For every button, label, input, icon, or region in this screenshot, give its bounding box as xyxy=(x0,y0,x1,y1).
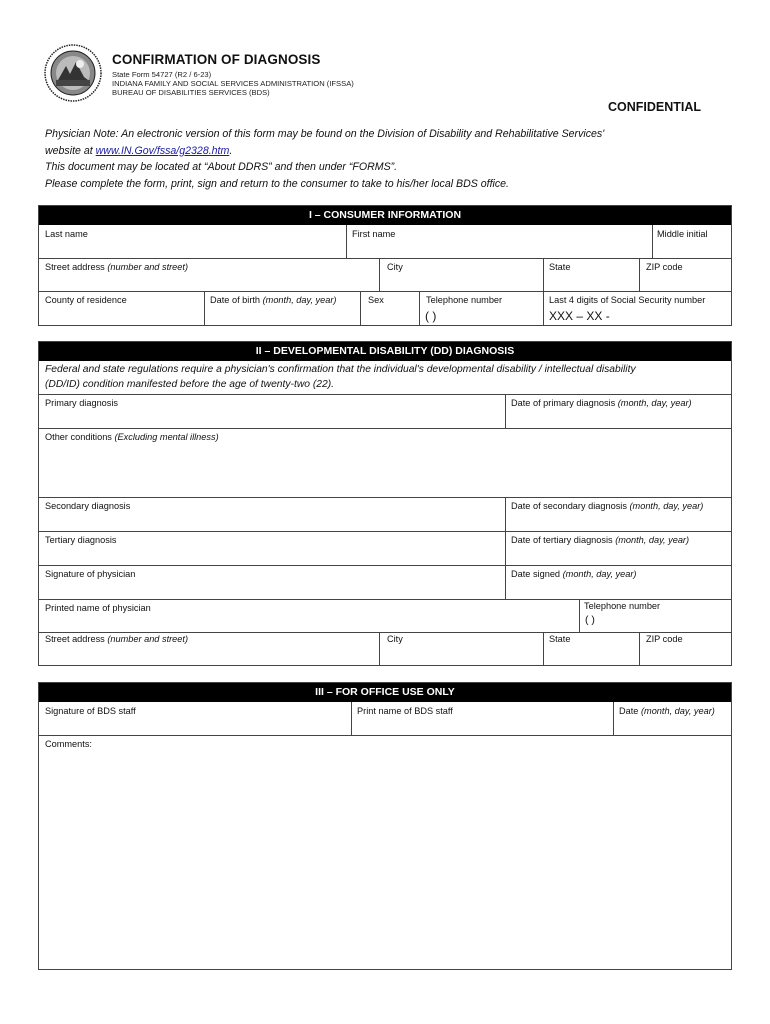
physician-note xyxy=(45,126,735,192)
primary-date-hint: (month, day, year) xyxy=(617,398,692,408)
bds-signature-label: Signature of BDS staff xyxy=(45,706,136,716)
middle-initial-field[interactable] xyxy=(652,225,732,258)
middle-initial-label: Middle initial xyxy=(657,229,708,239)
physician-zip-label: ZIP code xyxy=(646,634,683,644)
secondary-date-field[interactable] xyxy=(505,497,732,531)
note-line-2-suffix: . xyxy=(229,144,233,157)
bds-date-text: Date xyxy=(619,706,639,716)
physician-street-field[interactable] xyxy=(39,632,379,666)
primary-diagnosis-field[interactable] xyxy=(39,394,505,428)
dob-label-text: Date of birth xyxy=(210,295,261,305)
state-seal xyxy=(44,44,102,102)
tertiary-date-field[interactable] xyxy=(505,531,732,565)
printed-name-label: Printed name of physician xyxy=(45,603,151,613)
first-name-label: First name xyxy=(352,229,396,239)
city-field[interactable] xyxy=(379,258,543,291)
primary-date-text: Date of primary diagnosis xyxy=(511,398,616,408)
physician-state-label: State xyxy=(549,634,571,644)
regulation-line-2: (DD/ID) condition manifested before the age of twenty-two (22). xyxy=(45,378,335,390)
bds-name-label: Print name of BDS staff xyxy=(357,706,453,716)
physician-street-text: Street address xyxy=(45,634,105,644)
other-conditions-hint: (Excluding mental illness) xyxy=(114,432,219,442)
date-signed-hint: (month, day, year) xyxy=(562,569,637,579)
last-name-label: Last name xyxy=(45,229,88,239)
physician-city-field[interactable] xyxy=(379,632,543,666)
zip-code-field[interactable] xyxy=(639,258,732,291)
fssa-link[interactable]: www.IN.Gov/fssa/g2328.htm xyxy=(95,144,230,157)
tertiary-date-label xyxy=(511,535,689,545)
tertiary-diagnosis-field[interactable] xyxy=(39,531,505,565)
consumer-information-section xyxy=(38,205,732,326)
primary-date-field[interactable] xyxy=(505,394,732,428)
section-1-header: I – CONSUMER INFORMATION xyxy=(39,206,731,225)
confidential-label: CONFIDENTIAL xyxy=(608,100,702,114)
bds-date-label xyxy=(619,706,715,716)
physician-state-field[interactable] xyxy=(543,632,639,666)
physician-phone-parens: ( ) xyxy=(585,614,595,626)
tertiary-date-hint: (month, day, year) xyxy=(615,535,690,545)
zip-code-label: ZIP code xyxy=(646,262,683,272)
primary-diagnosis-label: Primary diagnosis xyxy=(45,398,119,408)
comments-label: Comments: xyxy=(45,739,92,749)
secondary-date-hint: (month, day, year) xyxy=(629,501,704,511)
physician-zip-field[interactable] xyxy=(639,632,732,666)
county-label: County of residence xyxy=(45,295,127,305)
comments-field[interactable] xyxy=(39,735,732,969)
secondary-date-label xyxy=(511,501,703,511)
section-2-header: II – DEVELOPMENTAL DISABILITY (DD) DIAGNOSIS xyxy=(39,342,731,361)
telephone-area-code-parens: ( ) xyxy=(425,309,437,323)
note-line-2 xyxy=(45,143,735,160)
bds-staff-name-field[interactable] xyxy=(351,702,613,735)
first-name-field[interactable] xyxy=(346,225,652,258)
bds-date-hint: (month, day, year) xyxy=(640,706,715,716)
date-signed-field[interactable] xyxy=(505,565,732,599)
physician-signature-label: Signature of physician xyxy=(45,569,136,579)
form-title: CONFIRMATION OF DIAGNOSIS xyxy=(112,52,321,67)
state-field[interactable] xyxy=(543,258,639,291)
printed-name-field[interactable] xyxy=(39,599,579,632)
physician-telephone-field[interactable] xyxy=(579,599,732,632)
date-signed-text: Date signed xyxy=(511,569,561,579)
other-conditions-text: Other conditions xyxy=(45,432,112,442)
ssn-field[interactable] xyxy=(543,291,732,326)
section-3-header: III – FOR OFFICE USE ONLY xyxy=(39,683,731,702)
secondary-diagnosis-field[interactable] xyxy=(39,497,505,531)
other-conditions-field[interactable] xyxy=(39,428,732,497)
sex-field[interactable] xyxy=(360,291,419,326)
regulation-line-1: Federal and state regulations require a physician's confirmation that the individual's developmental disability / intellectual disability xyxy=(45,364,636,375)
street-address-field[interactable] xyxy=(39,258,379,291)
primary-date-label xyxy=(511,398,692,408)
state-form-number: State Form 54727 (R2 / 6-23) xyxy=(112,70,212,79)
sex-label: Sex xyxy=(368,295,384,305)
dob-hint: (month, day, year) xyxy=(262,295,337,305)
street-label-text: Street address xyxy=(45,262,105,272)
physician-street-hint: (number and street) xyxy=(107,634,189,644)
ssn-label: Last 4 digits of Social Security number xyxy=(549,295,706,305)
note-line-4: Please complete the form, print, sign and return to the consumer to take to his/her local BDS office. xyxy=(45,177,510,190)
tertiary-diagnosis-label: Tertiary diagnosis xyxy=(45,535,117,545)
ssn-mask: XXX – XX - xyxy=(549,309,610,323)
physician-signature-field[interactable] xyxy=(39,565,505,599)
telephone-label: Telephone number xyxy=(426,295,503,305)
dob-label xyxy=(210,295,336,305)
bds-date-field[interactable] xyxy=(613,702,732,735)
other-conditions-label xyxy=(45,432,219,442)
dd-diagnosis-section xyxy=(38,341,732,666)
office-use-section xyxy=(38,682,732,970)
physician-street-label xyxy=(45,634,188,644)
county-field[interactable] xyxy=(39,291,204,326)
street-hint: (number and street) xyxy=(107,262,189,272)
note-line-1: Physician Note: An electronic version of this form may be found on the Division of Disability and Rehabilitative Services' xyxy=(45,128,605,140)
regulation-text xyxy=(45,363,725,392)
physician-city-label: City xyxy=(387,634,403,644)
agency-name: INDIANA FAMILY AND SOCIAL SERVICES ADMINISTRATION (IFSSA) xyxy=(112,79,354,88)
secondary-diagnosis-label: Secondary diagnosis xyxy=(45,501,131,511)
date-of-birth-field[interactable] xyxy=(204,291,360,326)
note-line-2-prefix: website at xyxy=(45,144,96,157)
bureau-name: BUREAU OF DISABILITIES SERVICES (BDS) xyxy=(112,88,270,97)
secondary-date-text: Date of secondary diagnosis xyxy=(511,501,627,511)
last-name-field[interactable] xyxy=(39,225,346,258)
bds-staff-signature-field[interactable] xyxy=(39,702,351,735)
street-address-label xyxy=(45,262,188,272)
physician-telephone-label: Telephone number xyxy=(584,601,661,611)
state-label: State xyxy=(549,262,571,272)
date-signed-label xyxy=(511,569,636,579)
city-label: City xyxy=(387,262,403,272)
note-line-3: This document may be located at “About DDRS” and then under “FORMS”. xyxy=(45,161,398,173)
telephone-field[interactable] xyxy=(419,291,543,326)
tertiary-date-text: Date of tertiary diagnosis xyxy=(511,535,613,545)
